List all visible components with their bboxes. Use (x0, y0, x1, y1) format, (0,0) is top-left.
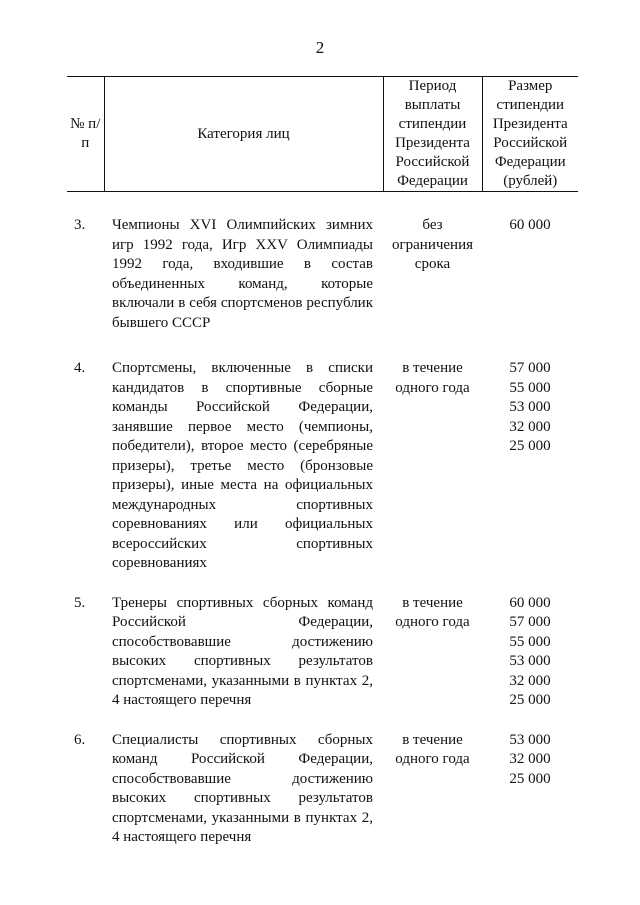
row-num: 4. (74, 360, 86, 376)
amount-value: 25 000 (509, 438, 551, 454)
header-num: № п/п (67, 77, 104, 192)
row-amounts (482, 216, 578, 333)
row-amounts (482, 594, 578, 711)
row-period: в течение одного года (395, 360, 470, 396)
row-num: 5. (74, 594, 86, 611)
row-description: Специалисты спортивных сборных команд Российской Федерации, способствовавшие достижению высоких спортивных результатов спортсменами, указанными в пунктах 2, 4 настоящего перечня (112, 731, 373, 845)
amount-value: 25 000 (509, 692, 551, 708)
header-category: Категория лиц (104, 77, 383, 192)
row-description: Спортсмены, включенные в списки кандидатов в спортивные сборные команды Российской Федерации, занявшие первое место (чемпионы, победители), второе место (серебряные призеры), третье место (бронзовые призеры), иные места на официальных международных спортивных соревнованиях или официальных всероссийских спортивных соревнованиях (112, 360, 373, 571)
amount-value: 57 000 (509, 614, 551, 630)
amount-value: 32 000 (509, 751, 551, 767)
row-period: в течение одного года (395, 731, 470, 767)
amount-value: 60 000 (509, 594, 551, 611)
amount-value: 32 000 (509, 672, 551, 689)
row-num: 3. (74, 217, 86, 233)
amount-value: 53 000 (509, 653, 551, 669)
row-num: 6. (74, 731, 86, 748)
amount-value: 25 000 (509, 770, 551, 787)
amount-value: 53 000 (509, 399, 551, 415)
amount-value: 55 000 (509, 379, 551, 396)
row-amounts (482, 359, 578, 574)
amount-value: 55 000 (509, 633, 551, 650)
row-period: в течение одного года (395, 594, 470, 630)
amount-value: 57 000 (509, 360, 551, 376)
row-description: Тренеры спортивных сборных команд Российской Федерации, способствовавшие достижению высоких спортивных результатов спортсменами, указанными в пунктах 2, 4 настоящего перечня (112, 594, 373, 708)
table-row (67, 731, 578, 848)
header-period: Период выплаты стипендии Президента Российской Федерации (383, 77, 482, 192)
table-row (67, 594, 578, 711)
row-period: без ограничения срока (391, 217, 474, 272)
amount-value: 53 000 (509, 731, 551, 748)
row-amounts (482, 731, 578, 848)
table-row (67, 216, 578, 333)
table-header-row (67, 77, 578, 192)
page-number: 2 (315, 38, 325, 57)
row-description: Чемпионы XVI Олимпийских зимних игр 1992 года, Игр XXV Олимпиады 1992 года, входившие в состав объединенных команд, которые включали в себя спортсменов республик бывшего СССР (112, 217, 373, 331)
header-amount: Размер стипендии Президента Российской Федерации (рублей) (482, 77, 578, 192)
table-row (67, 359, 578, 574)
amount-value: 32 000 (509, 418, 551, 435)
stipend-table (67, 76, 578, 848)
amount-value: 60 000 (509, 217, 551, 233)
